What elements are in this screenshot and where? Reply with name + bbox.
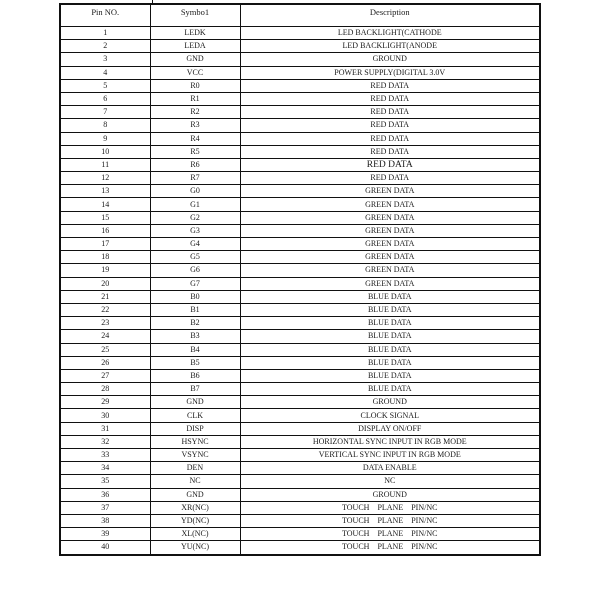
pin-number-cell: 29 bbox=[60, 396, 150, 409]
symbol-cell: G4 bbox=[150, 238, 240, 251]
table-row bbox=[60, 211, 540, 224]
description-cell: RED DATA bbox=[240, 145, 540, 158]
table-row bbox=[60, 145, 540, 158]
symbol-cell: VSYNC bbox=[150, 449, 240, 462]
pin-number-cell: 35 bbox=[60, 475, 150, 488]
symbol-cell: G1 bbox=[150, 198, 240, 211]
table-row bbox=[60, 462, 540, 475]
symbol-cell: G0 bbox=[150, 185, 240, 198]
description-cell: RED DATA bbox=[240, 132, 540, 145]
symbol-cell: G7 bbox=[150, 277, 240, 290]
symbol-cell: B5 bbox=[150, 356, 240, 369]
symbol-cell: XR(NC) bbox=[150, 501, 240, 514]
pin-number-cell: 8 bbox=[60, 119, 150, 132]
pin-number-cell: 23 bbox=[60, 317, 150, 330]
symbol-cell: GND bbox=[150, 488, 240, 501]
table-row bbox=[60, 369, 540, 382]
symbol-cell: XL(NC) bbox=[150, 528, 240, 541]
description-cell: GROUND bbox=[240, 488, 540, 501]
header-symbol: Symbo1 bbox=[150, 4, 240, 27]
description-cell: RED DATA bbox=[240, 79, 540, 92]
description-cell: GREEN DATA bbox=[240, 185, 540, 198]
description-cell: TOUCH PLANE PIN/NC bbox=[240, 528, 540, 541]
description-cell: RED DATA bbox=[240, 172, 540, 185]
description-cell: CLOCK SIGNAL bbox=[240, 409, 540, 422]
table-row bbox=[60, 528, 540, 541]
pin-number-cell: 7 bbox=[60, 106, 150, 119]
table-row bbox=[60, 330, 540, 343]
symbol-cell: LEDA bbox=[150, 40, 240, 53]
table-row bbox=[60, 224, 540, 237]
symbol-cell: B2 bbox=[150, 317, 240, 330]
symbol-cell: NC bbox=[150, 475, 240, 488]
description-cell: BLUE DATA bbox=[240, 356, 540, 369]
header-pin-no: Pin NO. bbox=[60, 4, 150, 27]
pin-number-cell: 37 bbox=[60, 501, 150, 514]
description-cell: LED BACKLIGHT(ANODE bbox=[240, 40, 540, 53]
description-cell: BLUE DATA bbox=[240, 330, 540, 343]
table-row bbox=[60, 541, 540, 555]
table-row bbox=[60, 488, 540, 501]
table-row bbox=[60, 27, 540, 40]
table-row bbox=[60, 238, 540, 251]
pin-number-cell: 22 bbox=[60, 303, 150, 316]
symbol-cell: G2 bbox=[150, 211, 240, 224]
table-row bbox=[60, 198, 540, 211]
symbol-cell: R3 bbox=[150, 119, 240, 132]
table-row bbox=[60, 501, 540, 514]
table-row bbox=[60, 317, 540, 330]
table-row bbox=[60, 172, 540, 185]
symbol-cell: G3 bbox=[150, 224, 240, 237]
description-cell: RED DATA bbox=[240, 106, 540, 119]
pin-number-cell: 30 bbox=[60, 409, 150, 422]
pin-number-cell: 31 bbox=[60, 422, 150, 435]
description-cell: TOUCH PLANE PIN/NC bbox=[240, 541, 540, 555]
table-row bbox=[60, 53, 540, 66]
description-cell: GROUND bbox=[240, 396, 540, 409]
description-cell: TOUCH PLANE PIN/NC bbox=[240, 514, 540, 527]
description-cell: LED BACKLIGHT(CATHODE bbox=[240, 27, 540, 40]
symbol-cell: LEDK bbox=[150, 27, 240, 40]
symbol-cell: R7 bbox=[150, 172, 240, 185]
symbol-cell: R2 bbox=[150, 106, 240, 119]
header-description: Description bbox=[240, 4, 540, 27]
table-row bbox=[60, 383, 540, 396]
table-row bbox=[60, 409, 540, 422]
description-cell: GROUND bbox=[240, 53, 540, 66]
pin-number-cell: 16 bbox=[60, 224, 150, 237]
table-row bbox=[60, 251, 540, 264]
table-row bbox=[60, 264, 540, 277]
pin-number-cell: 13 bbox=[60, 185, 150, 198]
pin-number-cell: 27 bbox=[60, 369, 150, 382]
description-cell: BLUE DATA bbox=[240, 383, 540, 396]
pin-number-cell: 38 bbox=[60, 514, 150, 527]
pin-number-cell: 3 bbox=[60, 53, 150, 66]
symbol-cell: G5 bbox=[150, 251, 240, 264]
pin-number-cell: 14 bbox=[60, 198, 150, 211]
symbol-cell: G6 bbox=[150, 264, 240, 277]
table-row bbox=[60, 79, 540, 92]
table-row bbox=[60, 343, 540, 356]
pin-number-cell: 28 bbox=[60, 383, 150, 396]
description-cell: RED DATA bbox=[240, 92, 540, 105]
pin-number-cell: 33 bbox=[60, 449, 150, 462]
pin-number-cell: 36 bbox=[60, 488, 150, 501]
pin-number-cell: 26 bbox=[60, 356, 150, 369]
pin-number-cell: 20 bbox=[60, 277, 150, 290]
pin-assignment-table bbox=[59, 3, 541, 556]
symbol-cell: GND bbox=[150, 53, 240, 66]
symbol-cell: YD(NC) bbox=[150, 514, 240, 527]
description-cell: RED DATA bbox=[240, 119, 540, 132]
description-cell: GREEN DATA bbox=[240, 264, 540, 277]
symbol-cell: CLK bbox=[150, 409, 240, 422]
description-cell: GREEN DATA bbox=[240, 277, 540, 290]
table-row bbox=[60, 158, 540, 171]
symbol-cell: VCC bbox=[150, 66, 240, 79]
description-cell: GREEN DATA bbox=[240, 211, 540, 224]
symbol-cell: B4 bbox=[150, 343, 240, 356]
table-row bbox=[60, 106, 540, 119]
symbol-cell: R6 bbox=[150, 158, 240, 171]
symbol-cell: B1 bbox=[150, 303, 240, 316]
pin-number-cell: 10 bbox=[60, 145, 150, 158]
table-row bbox=[60, 185, 540, 198]
table-row bbox=[60, 514, 540, 527]
symbol-cell: DEN bbox=[150, 462, 240, 475]
description-cell: GREEN DATA bbox=[240, 198, 540, 211]
pin-number-cell: 9 bbox=[60, 132, 150, 145]
symbol-cell: DISP bbox=[150, 422, 240, 435]
pin-number-cell: 12 bbox=[60, 172, 150, 185]
description-cell: BLUE DATA bbox=[240, 317, 540, 330]
table-row bbox=[60, 290, 540, 303]
description-cell: GREEN DATA bbox=[240, 238, 540, 251]
symbol-cell: YU(NC) bbox=[150, 541, 240, 555]
description-cell: DATA ENABLE bbox=[240, 462, 540, 475]
pin-number-cell: 25 bbox=[60, 343, 150, 356]
symbol-cell: HSYNC bbox=[150, 435, 240, 448]
pin-number-cell: 40 bbox=[60, 541, 150, 555]
description-cell: DISPLAY ON/OFF bbox=[240, 422, 540, 435]
pin-number-cell: 2 bbox=[60, 40, 150, 53]
description-cell: TOUCH PLANE PIN/NC bbox=[240, 501, 540, 514]
pin-number-cell: 39 bbox=[60, 528, 150, 541]
table-row bbox=[60, 119, 540, 132]
table-row bbox=[60, 475, 540, 488]
table-row bbox=[60, 422, 540, 435]
description-cell: NC bbox=[240, 475, 540, 488]
pin-number-cell: 24 bbox=[60, 330, 150, 343]
symbol-cell: R4 bbox=[150, 132, 240, 145]
description-cell: HORIZONTAL SYNC INPUT IN RGB MODE bbox=[240, 435, 540, 448]
table-row bbox=[60, 449, 540, 462]
table-header-row bbox=[60, 4, 540, 27]
symbol-cell: R5 bbox=[150, 145, 240, 158]
description-cell: GREEN DATA bbox=[240, 251, 540, 264]
description-cell: RED DATA bbox=[240, 158, 540, 171]
pin-number-cell: 32 bbox=[60, 435, 150, 448]
symbol-cell: GND bbox=[150, 396, 240, 409]
description-cell: BLUE DATA bbox=[240, 290, 540, 303]
pin-number-cell: 6 bbox=[60, 92, 150, 105]
table-row bbox=[60, 66, 540, 79]
pin-number-cell: 34 bbox=[60, 462, 150, 475]
symbol-cell: B0 bbox=[150, 290, 240, 303]
symbol-cell: B3 bbox=[150, 330, 240, 343]
symbol-cell: B6 bbox=[150, 369, 240, 382]
pin-number-cell: 1 bbox=[60, 27, 150, 40]
pin-number-cell: 5 bbox=[60, 79, 150, 92]
description-cell: BLUE DATA bbox=[240, 303, 540, 316]
table-row bbox=[60, 396, 540, 409]
pin-number-cell: 21 bbox=[60, 290, 150, 303]
symbol-cell: R1 bbox=[150, 92, 240, 105]
table-row bbox=[60, 40, 540, 53]
description-cell: BLUE DATA bbox=[240, 369, 540, 382]
table-row bbox=[60, 435, 540, 448]
table-row bbox=[60, 303, 540, 316]
symbol-cell: B7 bbox=[150, 383, 240, 396]
pin-number-cell: 11 bbox=[60, 158, 150, 171]
description-cell: BLUE DATA bbox=[240, 343, 540, 356]
symbol-cell: R0 bbox=[150, 79, 240, 92]
description-cell: POWER SUPPLY(DIGITAL 3.0V bbox=[240, 66, 540, 79]
table-row bbox=[60, 132, 540, 145]
table-body bbox=[60, 27, 540, 555]
pin-number-cell: 18 bbox=[60, 251, 150, 264]
description-cell: GREEN DATA bbox=[240, 224, 540, 237]
table-row bbox=[60, 356, 540, 369]
table-row bbox=[60, 277, 540, 290]
pin-number-cell: 17 bbox=[60, 238, 150, 251]
description-cell: VERTICAL SYNC INPUT IN RGB MODE bbox=[240, 449, 540, 462]
pin-number-cell: 15 bbox=[60, 211, 150, 224]
table-row bbox=[60, 92, 540, 105]
pin-number-cell: 19 bbox=[60, 264, 150, 277]
pin-number-cell: 4 bbox=[60, 66, 150, 79]
